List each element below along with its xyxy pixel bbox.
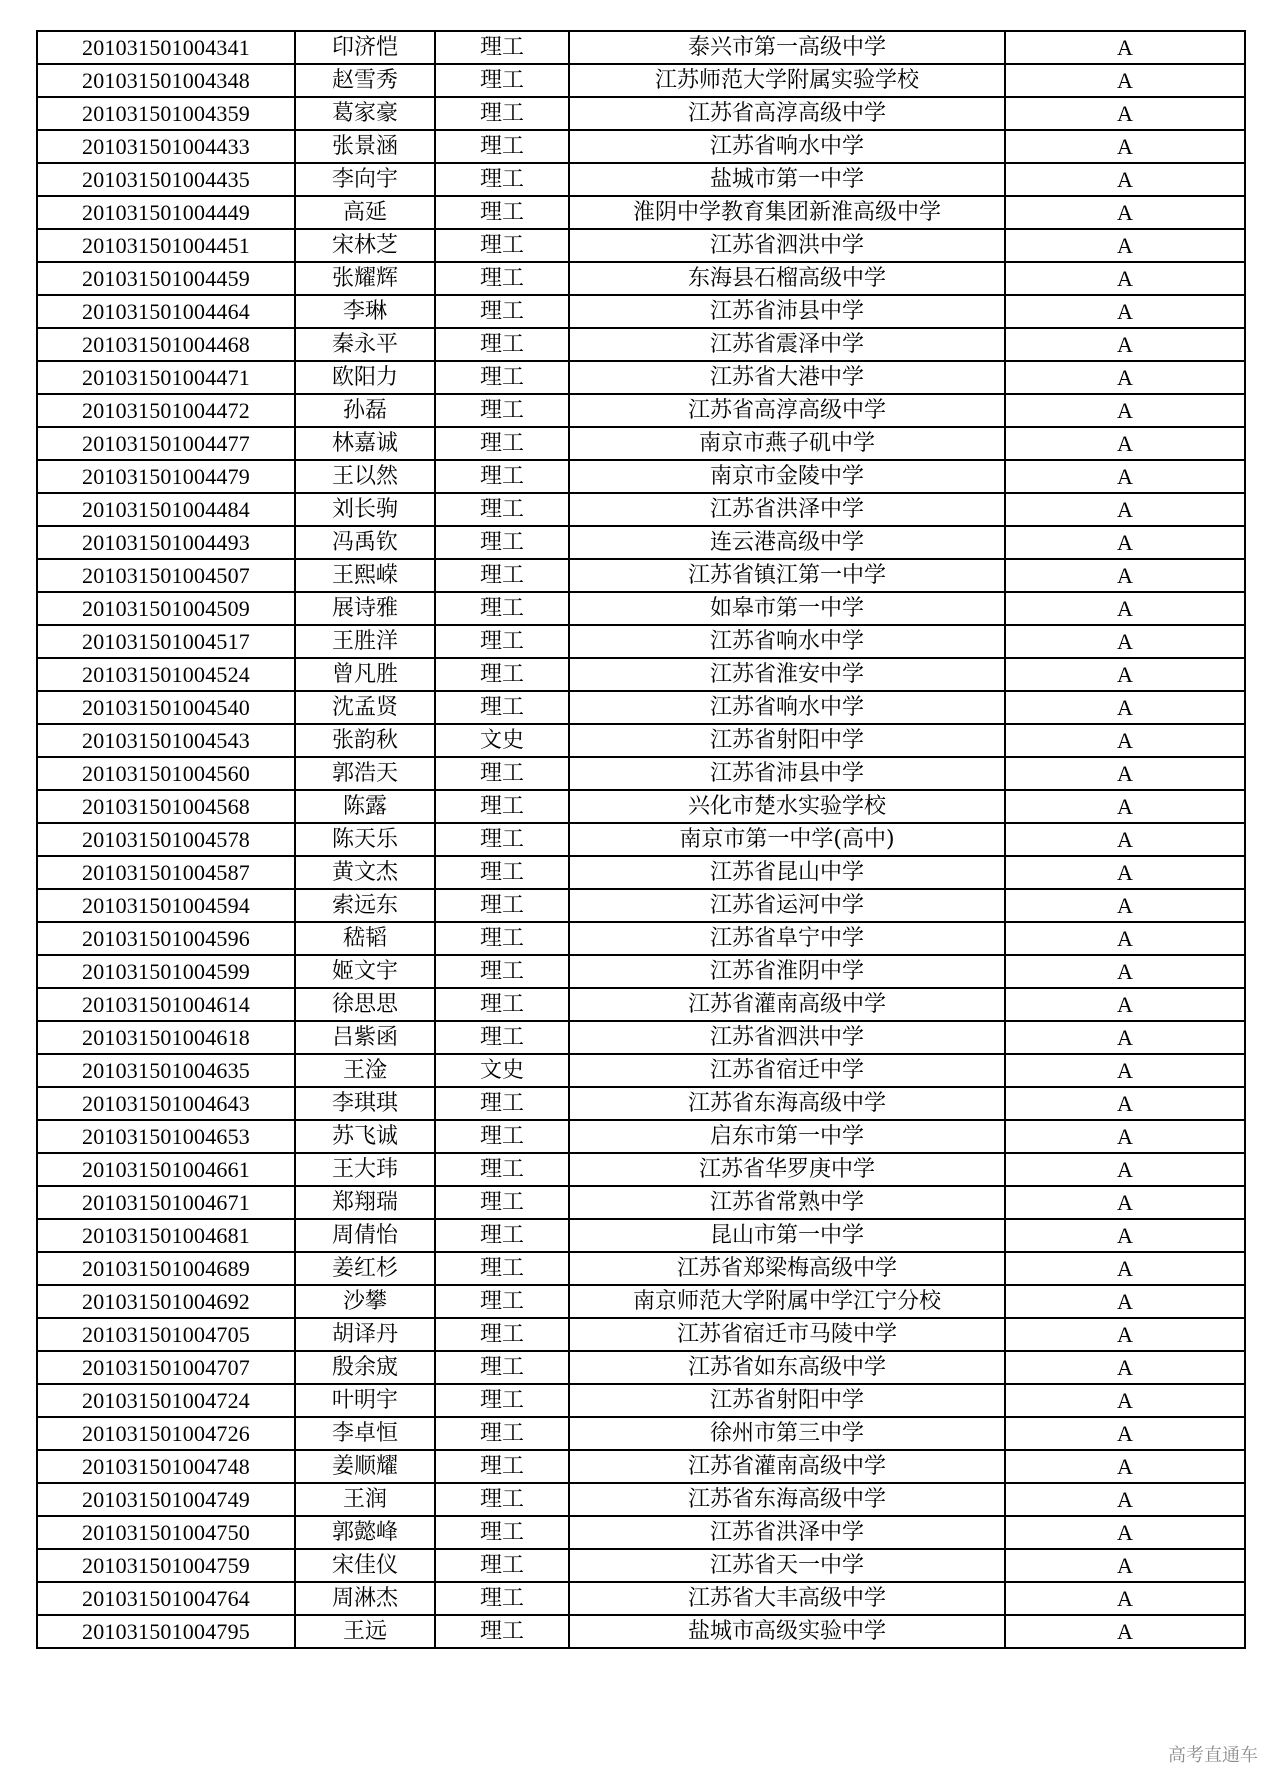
table-row bbox=[37, 856, 1245, 889]
category-cell: 理工 bbox=[435, 229, 569, 262]
grade-cell: A bbox=[1005, 1384, 1245, 1417]
category-cell: 理工 bbox=[435, 526, 569, 559]
grade-cell: A bbox=[1005, 658, 1245, 691]
school-cell: 江苏省灌南高级中学 bbox=[569, 1450, 1005, 1483]
id-cell: 201031501004764 bbox=[37, 1582, 295, 1615]
category-cell: 理工 bbox=[435, 163, 569, 196]
name-cell: 李琪琪 bbox=[295, 1087, 435, 1120]
table-row bbox=[37, 1285, 1245, 1318]
name-cell: 王远 bbox=[295, 1615, 435, 1648]
name-cell: 李向宇 bbox=[295, 163, 435, 196]
name-cell: 郑翔瑞 bbox=[295, 1186, 435, 1219]
name-cell: 欧阳力 bbox=[295, 361, 435, 394]
school-cell: 江苏省灌南高级中学 bbox=[569, 988, 1005, 1021]
grade-cell: A bbox=[1005, 1483, 1245, 1516]
table-row bbox=[37, 1153, 1245, 1186]
table-row bbox=[37, 1252, 1245, 1285]
id-cell: 201031501004635 bbox=[37, 1054, 295, 1087]
name-cell: 周倩怡 bbox=[295, 1219, 435, 1252]
table-row bbox=[37, 922, 1245, 955]
table-row bbox=[37, 1120, 1245, 1153]
category-cell: 理工 bbox=[435, 1549, 569, 1582]
school-cell: 徐州市第三中学 bbox=[569, 1417, 1005, 1450]
grade-cell: A bbox=[1005, 1120, 1245, 1153]
grade-cell: A bbox=[1005, 889, 1245, 922]
category-cell: 理工 bbox=[435, 31, 569, 64]
category-cell: 理工 bbox=[435, 790, 569, 823]
grade-cell: A bbox=[1005, 361, 1245, 394]
category-cell: 理工 bbox=[435, 988, 569, 1021]
id-cell: 201031501004464 bbox=[37, 295, 295, 328]
category-cell: 理工 bbox=[435, 460, 569, 493]
grade-cell: A bbox=[1005, 130, 1245, 163]
table-row bbox=[37, 1582, 1245, 1615]
table-row bbox=[37, 1615, 1245, 1648]
school-cell: 江苏省泗洪中学 bbox=[569, 229, 1005, 262]
category-cell: 理工 bbox=[435, 1252, 569, 1285]
school-cell: 江苏省震泽中学 bbox=[569, 328, 1005, 361]
name-cell: 黄文杰 bbox=[295, 856, 435, 889]
id-cell: 201031501004596 bbox=[37, 922, 295, 955]
category-cell: 理工 bbox=[435, 328, 569, 361]
table-row bbox=[37, 493, 1245, 526]
name-cell: 姬文宇 bbox=[295, 955, 435, 988]
name-cell: 陈露 bbox=[295, 790, 435, 823]
category-cell: 理工 bbox=[435, 1417, 569, 1450]
name-cell: 秦永平 bbox=[295, 328, 435, 361]
name-cell: 李琳 bbox=[295, 295, 435, 328]
category-cell: 理工 bbox=[435, 922, 569, 955]
id-cell: 201031501004681 bbox=[37, 1219, 295, 1252]
id-cell: 201031501004750 bbox=[37, 1516, 295, 1549]
id-cell: 201031501004560 bbox=[37, 757, 295, 790]
grade-cell: A bbox=[1005, 427, 1245, 460]
id-cell: 201031501004661 bbox=[37, 1153, 295, 1186]
school-cell: 江苏省淮阴中学 bbox=[569, 955, 1005, 988]
name-cell: 王润 bbox=[295, 1483, 435, 1516]
name-cell: 王淦 bbox=[295, 1054, 435, 1087]
school-cell: 盐城市第一中学 bbox=[569, 163, 1005, 196]
table-row bbox=[37, 1186, 1245, 1219]
id-cell: 201031501004795 bbox=[37, 1615, 295, 1648]
school-cell: 江苏省阜宁中学 bbox=[569, 922, 1005, 955]
id-cell: 201031501004692 bbox=[37, 1285, 295, 1318]
school-cell: 江苏省东海高级中学 bbox=[569, 1087, 1005, 1120]
category-cell: 理工 bbox=[435, 691, 569, 724]
name-cell: 王以然 bbox=[295, 460, 435, 493]
table-row bbox=[37, 691, 1245, 724]
grade-cell: A bbox=[1005, 922, 1245, 955]
grade-cell: A bbox=[1005, 625, 1245, 658]
category-cell: 理工 bbox=[435, 559, 569, 592]
id-cell: 201031501004484 bbox=[37, 493, 295, 526]
name-cell: 李卓恒 bbox=[295, 1417, 435, 1450]
name-cell: 徐思思 bbox=[295, 988, 435, 1021]
category-cell: 理工 bbox=[435, 1021, 569, 1054]
grade-cell: A bbox=[1005, 229, 1245, 262]
grade-cell: A bbox=[1005, 31, 1245, 64]
school-cell: 江苏省响水中学 bbox=[569, 691, 1005, 724]
grade-cell: A bbox=[1005, 724, 1245, 757]
name-cell: 陈天乐 bbox=[295, 823, 435, 856]
table-row bbox=[37, 823, 1245, 856]
category-cell: 理工 bbox=[435, 427, 569, 460]
id-cell: 201031501004705 bbox=[37, 1318, 295, 1351]
id-cell: 201031501004599 bbox=[37, 955, 295, 988]
table-row bbox=[37, 955, 1245, 988]
table-row bbox=[37, 1021, 1245, 1054]
school-cell: 江苏省宿迁中学 bbox=[569, 1054, 1005, 1087]
school-cell: 江苏省大丰高级中学 bbox=[569, 1582, 1005, 1615]
id-cell: 201031501004587 bbox=[37, 856, 295, 889]
table-row bbox=[37, 427, 1245, 460]
id-cell: 201031501004433 bbox=[37, 130, 295, 163]
table-row bbox=[37, 262, 1245, 295]
id-cell: 201031501004618 bbox=[37, 1021, 295, 1054]
table-row bbox=[37, 130, 1245, 163]
name-cell: 高延 bbox=[295, 196, 435, 229]
grade-cell: A bbox=[1005, 163, 1245, 196]
id-cell: 201031501004578 bbox=[37, 823, 295, 856]
document-sheet bbox=[36, 30, 1244, 1649]
grade-cell: A bbox=[1005, 592, 1245, 625]
id-cell: 201031501004594 bbox=[37, 889, 295, 922]
school-cell: 东海县石榴高级中学 bbox=[569, 262, 1005, 295]
table-row bbox=[37, 1087, 1245, 1120]
category-cell: 文史 bbox=[435, 724, 569, 757]
id-cell: 201031501004671 bbox=[37, 1186, 295, 1219]
name-cell: 王大玮 bbox=[295, 1153, 435, 1186]
category-cell: 理工 bbox=[435, 823, 569, 856]
table-row bbox=[37, 64, 1245, 97]
category-cell: 理工 bbox=[435, 592, 569, 625]
id-cell: 201031501004614 bbox=[37, 988, 295, 1021]
id-cell: 201031501004759 bbox=[37, 1549, 295, 1582]
category-cell: 理工 bbox=[435, 1351, 569, 1384]
grade-cell: A bbox=[1005, 1615, 1245, 1648]
school-cell: 江苏省华罗庚中学 bbox=[569, 1153, 1005, 1186]
school-cell: 盐城市高级实验中学 bbox=[569, 1615, 1005, 1648]
school-cell: 淮阴中学教育集团新淮高级中学 bbox=[569, 196, 1005, 229]
id-cell: 201031501004449 bbox=[37, 196, 295, 229]
id-cell: 201031501004749 bbox=[37, 1483, 295, 1516]
id-cell: 201031501004435 bbox=[37, 163, 295, 196]
grade-cell: A bbox=[1005, 955, 1245, 988]
category-cell: 理工 bbox=[435, 1153, 569, 1186]
grade-cell: A bbox=[1005, 856, 1245, 889]
category-cell: 理工 bbox=[435, 625, 569, 658]
school-cell: 南京市燕子矶中学 bbox=[569, 427, 1005, 460]
school-cell: 江苏省沛县中学 bbox=[569, 295, 1005, 328]
school-cell: 江苏省大港中学 bbox=[569, 361, 1005, 394]
grade-cell: A bbox=[1005, 1351, 1245, 1384]
grade-cell: A bbox=[1005, 97, 1245, 130]
grade-cell: A bbox=[1005, 1582, 1245, 1615]
id-cell: 201031501004493 bbox=[37, 526, 295, 559]
name-cell: 赵雪秀 bbox=[295, 64, 435, 97]
name-cell: 宋佳仪 bbox=[295, 1549, 435, 1582]
school-cell: 泰兴市第一高级中学 bbox=[569, 31, 1005, 64]
id-cell: 201031501004707 bbox=[37, 1351, 295, 1384]
category-cell: 理工 bbox=[435, 1615, 569, 1648]
school-cell: 南京市第一中学(高中) bbox=[569, 823, 1005, 856]
id-cell: 201031501004348 bbox=[37, 64, 295, 97]
school-cell: 江苏省射阳中学 bbox=[569, 724, 1005, 757]
grade-cell: A bbox=[1005, 1186, 1245, 1219]
table-row bbox=[37, 1318, 1245, 1351]
grade-cell: A bbox=[1005, 196, 1245, 229]
id-cell: 201031501004748 bbox=[37, 1450, 295, 1483]
table-row bbox=[37, 97, 1245, 130]
name-cell: 吕紫函 bbox=[295, 1021, 435, 1054]
name-cell: 沈孟贤 bbox=[295, 691, 435, 724]
table-row bbox=[37, 394, 1245, 427]
name-cell: 姜顺耀 bbox=[295, 1450, 435, 1483]
table-row bbox=[37, 1549, 1245, 1582]
grade-cell: A bbox=[1005, 295, 1245, 328]
school-cell: 江苏师范大学附属实验学校 bbox=[569, 64, 1005, 97]
grade-cell: A bbox=[1005, 1054, 1245, 1087]
table-row bbox=[37, 526, 1245, 559]
school-cell: 江苏省沛县中学 bbox=[569, 757, 1005, 790]
name-cell: 曾凡胜 bbox=[295, 658, 435, 691]
name-cell: 刘长驹 bbox=[295, 493, 435, 526]
grade-cell: A bbox=[1005, 1087, 1245, 1120]
school-cell: 江苏省运河中学 bbox=[569, 889, 1005, 922]
name-cell: 孙磊 bbox=[295, 394, 435, 427]
grade-cell: A bbox=[1005, 1153, 1245, 1186]
school-cell: 江苏省东海高级中学 bbox=[569, 1483, 1005, 1516]
id-cell: 201031501004643 bbox=[37, 1087, 295, 1120]
name-cell: 叶明宇 bbox=[295, 1384, 435, 1417]
id-cell: 201031501004468 bbox=[37, 328, 295, 361]
grade-cell: A bbox=[1005, 493, 1245, 526]
grade-cell: A bbox=[1005, 262, 1245, 295]
grade-cell: A bbox=[1005, 1285, 1245, 1318]
table-row bbox=[37, 163, 1245, 196]
id-cell: 201031501004568 bbox=[37, 790, 295, 823]
table-row bbox=[37, 460, 1245, 493]
name-cell: 苏飞诚 bbox=[295, 1120, 435, 1153]
table-row bbox=[37, 1450, 1245, 1483]
school-cell: 兴化市楚水实验学校 bbox=[569, 790, 1005, 823]
category-cell: 理工 bbox=[435, 361, 569, 394]
category-cell: 理工 bbox=[435, 658, 569, 691]
school-cell: 江苏省高淳高级中学 bbox=[569, 394, 1005, 427]
name-cell: 张景涵 bbox=[295, 130, 435, 163]
name-cell: 姜红杉 bbox=[295, 1252, 435, 1285]
table-row bbox=[37, 229, 1245, 262]
grade-cell: A bbox=[1005, 559, 1245, 592]
name-cell: 宋林芝 bbox=[295, 229, 435, 262]
school-cell: 江苏省昆山中学 bbox=[569, 856, 1005, 889]
school-cell: 江苏省郑梁梅高级中学 bbox=[569, 1252, 1005, 1285]
category-cell: 理工 bbox=[435, 295, 569, 328]
category-cell: 理工 bbox=[435, 1582, 569, 1615]
id-cell: 201031501004689 bbox=[37, 1252, 295, 1285]
category-cell: 理工 bbox=[435, 1219, 569, 1252]
student-table bbox=[36, 30, 1246, 1649]
name-cell: 冯禹钦 bbox=[295, 526, 435, 559]
name-cell: 葛家豪 bbox=[295, 97, 435, 130]
id-cell: 201031501004477 bbox=[37, 427, 295, 460]
school-cell: 江苏省射阳中学 bbox=[569, 1384, 1005, 1417]
school-cell: 江苏省宿迁市马陵中学 bbox=[569, 1318, 1005, 1351]
grade-cell: A bbox=[1005, 1549, 1245, 1582]
id-cell: 201031501004543 bbox=[37, 724, 295, 757]
id-cell: 201031501004540 bbox=[37, 691, 295, 724]
category-cell: 理工 bbox=[435, 955, 569, 988]
school-cell: 江苏省响水中学 bbox=[569, 130, 1005, 163]
grade-cell: A bbox=[1005, 394, 1245, 427]
id-cell: 201031501004479 bbox=[37, 460, 295, 493]
category-cell: 理工 bbox=[435, 1120, 569, 1153]
category-cell: 理工 bbox=[435, 196, 569, 229]
school-cell: 启东市第一中学 bbox=[569, 1120, 1005, 1153]
id-cell: 201031501004524 bbox=[37, 658, 295, 691]
id-cell: 201031501004451 bbox=[37, 229, 295, 262]
table-row bbox=[37, 196, 1245, 229]
table-row bbox=[37, 592, 1245, 625]
table-row bbox=[37, 1351, 1245, 1384]
category-cell: 理工 bbox=[435, 889, 569, 922]
name-cell: 王熙嵘 bbox=[295, 559, 435, 592]
category-cell: 理工 bbox=[435, 394, 569, 427]
category-cell: 理工 bbox=[435, 1450, 569, 1483]
name-cell: 殷余宬 bbox=[295, 1351, 435, 1384]
grade-cell: A bbox=[1005, 691, 1245, 724]
table-row bbox=[37, 361, 1245, 394]
school-cell: 南京市金陵中学 bbox=[569, 460, 1005, 493]
id-cell: 201031501004517 bbox=[37, 625, 295, 658]
grade-cell: A bbox=[1005, 823, 1245, 856]
school-cell: 昆山市第一中学 bbox=[569, 1219, 1005, 1252]
grade-cell: A bbox=[1005, 328, 1245, 361]
table-row bbox=[37, 1054, 1245, 1087]
id-cell: 201031501004507 bbox=[37, 559, 295, 592]
name-cell: 嵇韬 bbox=[295, 922, 435, 955]
grade-cell: A bbox=[1005, 1021, 1245, 1054]
category-cell: 理工 bbox=[435, 493, 569, 526]
table-row bbox=[37, 625, 1245, 658]
category-cell: 理工 bbox=[435, 856, 569, 889]
grade-cell: A bbox=[1005, 460, 1245, 493]
grade-cell: A bbox=[1005, 1318, 1245, 1351]
table-row bbox=[37, 559, 1245, 592]
school-cell: 江苏省镇江第一中学 bbox=[569, 559, 1005, 592]
table-row bbox=[37, 790, 1245, 823]
name-cell: 印济恺 bbox=[295, 31, 435, 64]
grade-cell: A bbox=[1005, 1252, 1245, 1285]
name-cell: 张耀辉 bbox=[295, 262, 435, 295]
category-cell: 理工 bbox=[435, 1186, 569, 1219]
grade-cell: A bbox=[1005, 64, 1245, 97]
table-row bbox=[37, 988, 1245, 1021]
table-row bbox=[37, 1219, 1245, 1252]
table-row bbox=[37, 724, 1245, 757]
table-row bbox=[37, 757, 1245, 790]
name-cell: 沙攀 bbox=[295, 1285, 435, 1318]
category-cell: 理工 bbox=[435, 64, 569, 97]
category-cell: 理工 bbox=[435, 1318, 569, 1351]
id-cell: 201031501004459 bbox=[37, 262, 295, 295]
school-cell: 江苏省如东高级中学 bbox=[569, 1351, 1005, 1384]
grade-cell: A bbox=[1005, 1516, 1245, 1549]
name-cell: 展诗雅 bbox=[295, 592, 435, 625]
id-cell: 201031501004472 bbox=[37, 394, 295, 427]
school-cell: 连云港高级中学 bbox=[569, 526, 1005, 559]
category-cell: 理工 bbox=[435, 1285, 569, 1318]
name-cell: 张韵秋 bbox=[295, 724, 435, 757]
school-cell: 江苏省泗洪中学 bbox=[569, 1021, 1005, 1054]
school-cell: 江苏省洪泽中学 bbox=[569, 1516, 1005, 1549]
table-row bbox=[37, 328, 1245, 361]
school-cell: 江苏省高淳高级中学 bbox=[569, 97, 1005, 130]
table-row bbox=[37, 658, 1245, 691]
id-cell: 201031501004724 bbox=[37, 1384, 295, 1417]
school-cell: 江苏省常熟中学 bbox=[569, 1186, 1005, 1219]
id-cell: 201031501004509 bbox=[37, 592, 295, 625]
table-row bbox=[37, 1483, 1245, 1516]
grade-cell: A bbox=[1005, 526, 1245, 559]
grade-cell: A bbox=[1005, 1417, 1245, 1450]
grade-cell: A bbox=[1005, 757, 1245, 790]
id-cell: 201031501004726 bbox=[37, 1417, 295, 1450]
name-cell: 周淋杰 bbox=[295, 1582, 435, 1615]
name-cell: 胡译丹 bbox=[295, 1318, 435, 1351]
category-cell: 理工 bbox=[435, 262, 569, 295]
watermark: 高考直通车 bbox=[1168, 1745, 1258, 1766]
school-cell: 江苏省天一中学 bbox=[569, 1549, 1005, 1582]
id-cell: 201031501004341 bbox=[37, 31, 295, 64]
id-cell: 201031501004471 bbox=[37, 361, 295, 394]
school-cell: 江苏省淮安中学 bbox=[569, 658, 1005, 691]
name-cell: 索远东 bbox=[295, 889, 435, 922]
category-cell: 文史 bbox=[435, 1054, 569, 1087]
table-row bbox=[37, 1417, 1245, 1450]
table-body bbox=[37, 31, 1245, 1648]
name-cell: 郭懿峰 bbox=[295, 1516, 435, 1549]
grade-cell: A bbox=[1005, 1219, 1245, 1252]
id-cell: 201031501004359 bbox=[37, 97, 295, 130]
id-cell: 201031501004653 bbox=[37, 1120, 295, 1153]
category-cell: 理工 bbox=[435, 130, 569, 163]
category-cell: 理工 bbox=[435, 1384, 569, 1417]
table-row bbox=[37, 1516, 1245, 1549]
category-cell: 理工 bbox=[435, 1483, 569, 1516]
table-row bbox=[37, 295, 1245, 328]
grade-cell: A bbox=[1005, 790, 1245, 823]
grade-cell: A bbox=[1005, 1450, 1245, 1483]
name-cell: 王胜洋 bbox=[295, 625, 435, 658]
name-cell: 郭浩天 bbox=[295, 757, 435, 790]
school-cell: 江苏省响水中学 bbox=[569, 625, 1005, 658]
table-row bbox=[37, 31, 1245, 64]
school-cell: 如皋市第一中学 bbox=[569, 592, 1005, 625]
table-row bbox=[37, 1384, 1245, 1417]
category-cell: 理工 bbox=[435, 757, 569, 790]
school-cell: 江苏省洪泽中学 bbox=[569, 493, 1005, 526]
table-row bbox=[37, 889, 1245, 922]
school-cell: 南京师范大学附属中学江宁分校 bbox=[569, 1285, 1005, 1318]
grade-cell: A bbox=[1005, 988, 1245, 1021]
category-cell: 理工 bbox=[435, 97, 569, 130]
name-cell: 林嘉诚 bbox=[295, 427, 435, 460]
category-cell: 理工 bbox=[435, 1516, 569, 1549]
category-cell: 理工 bbox=[435, 1087, 569, 1120]
